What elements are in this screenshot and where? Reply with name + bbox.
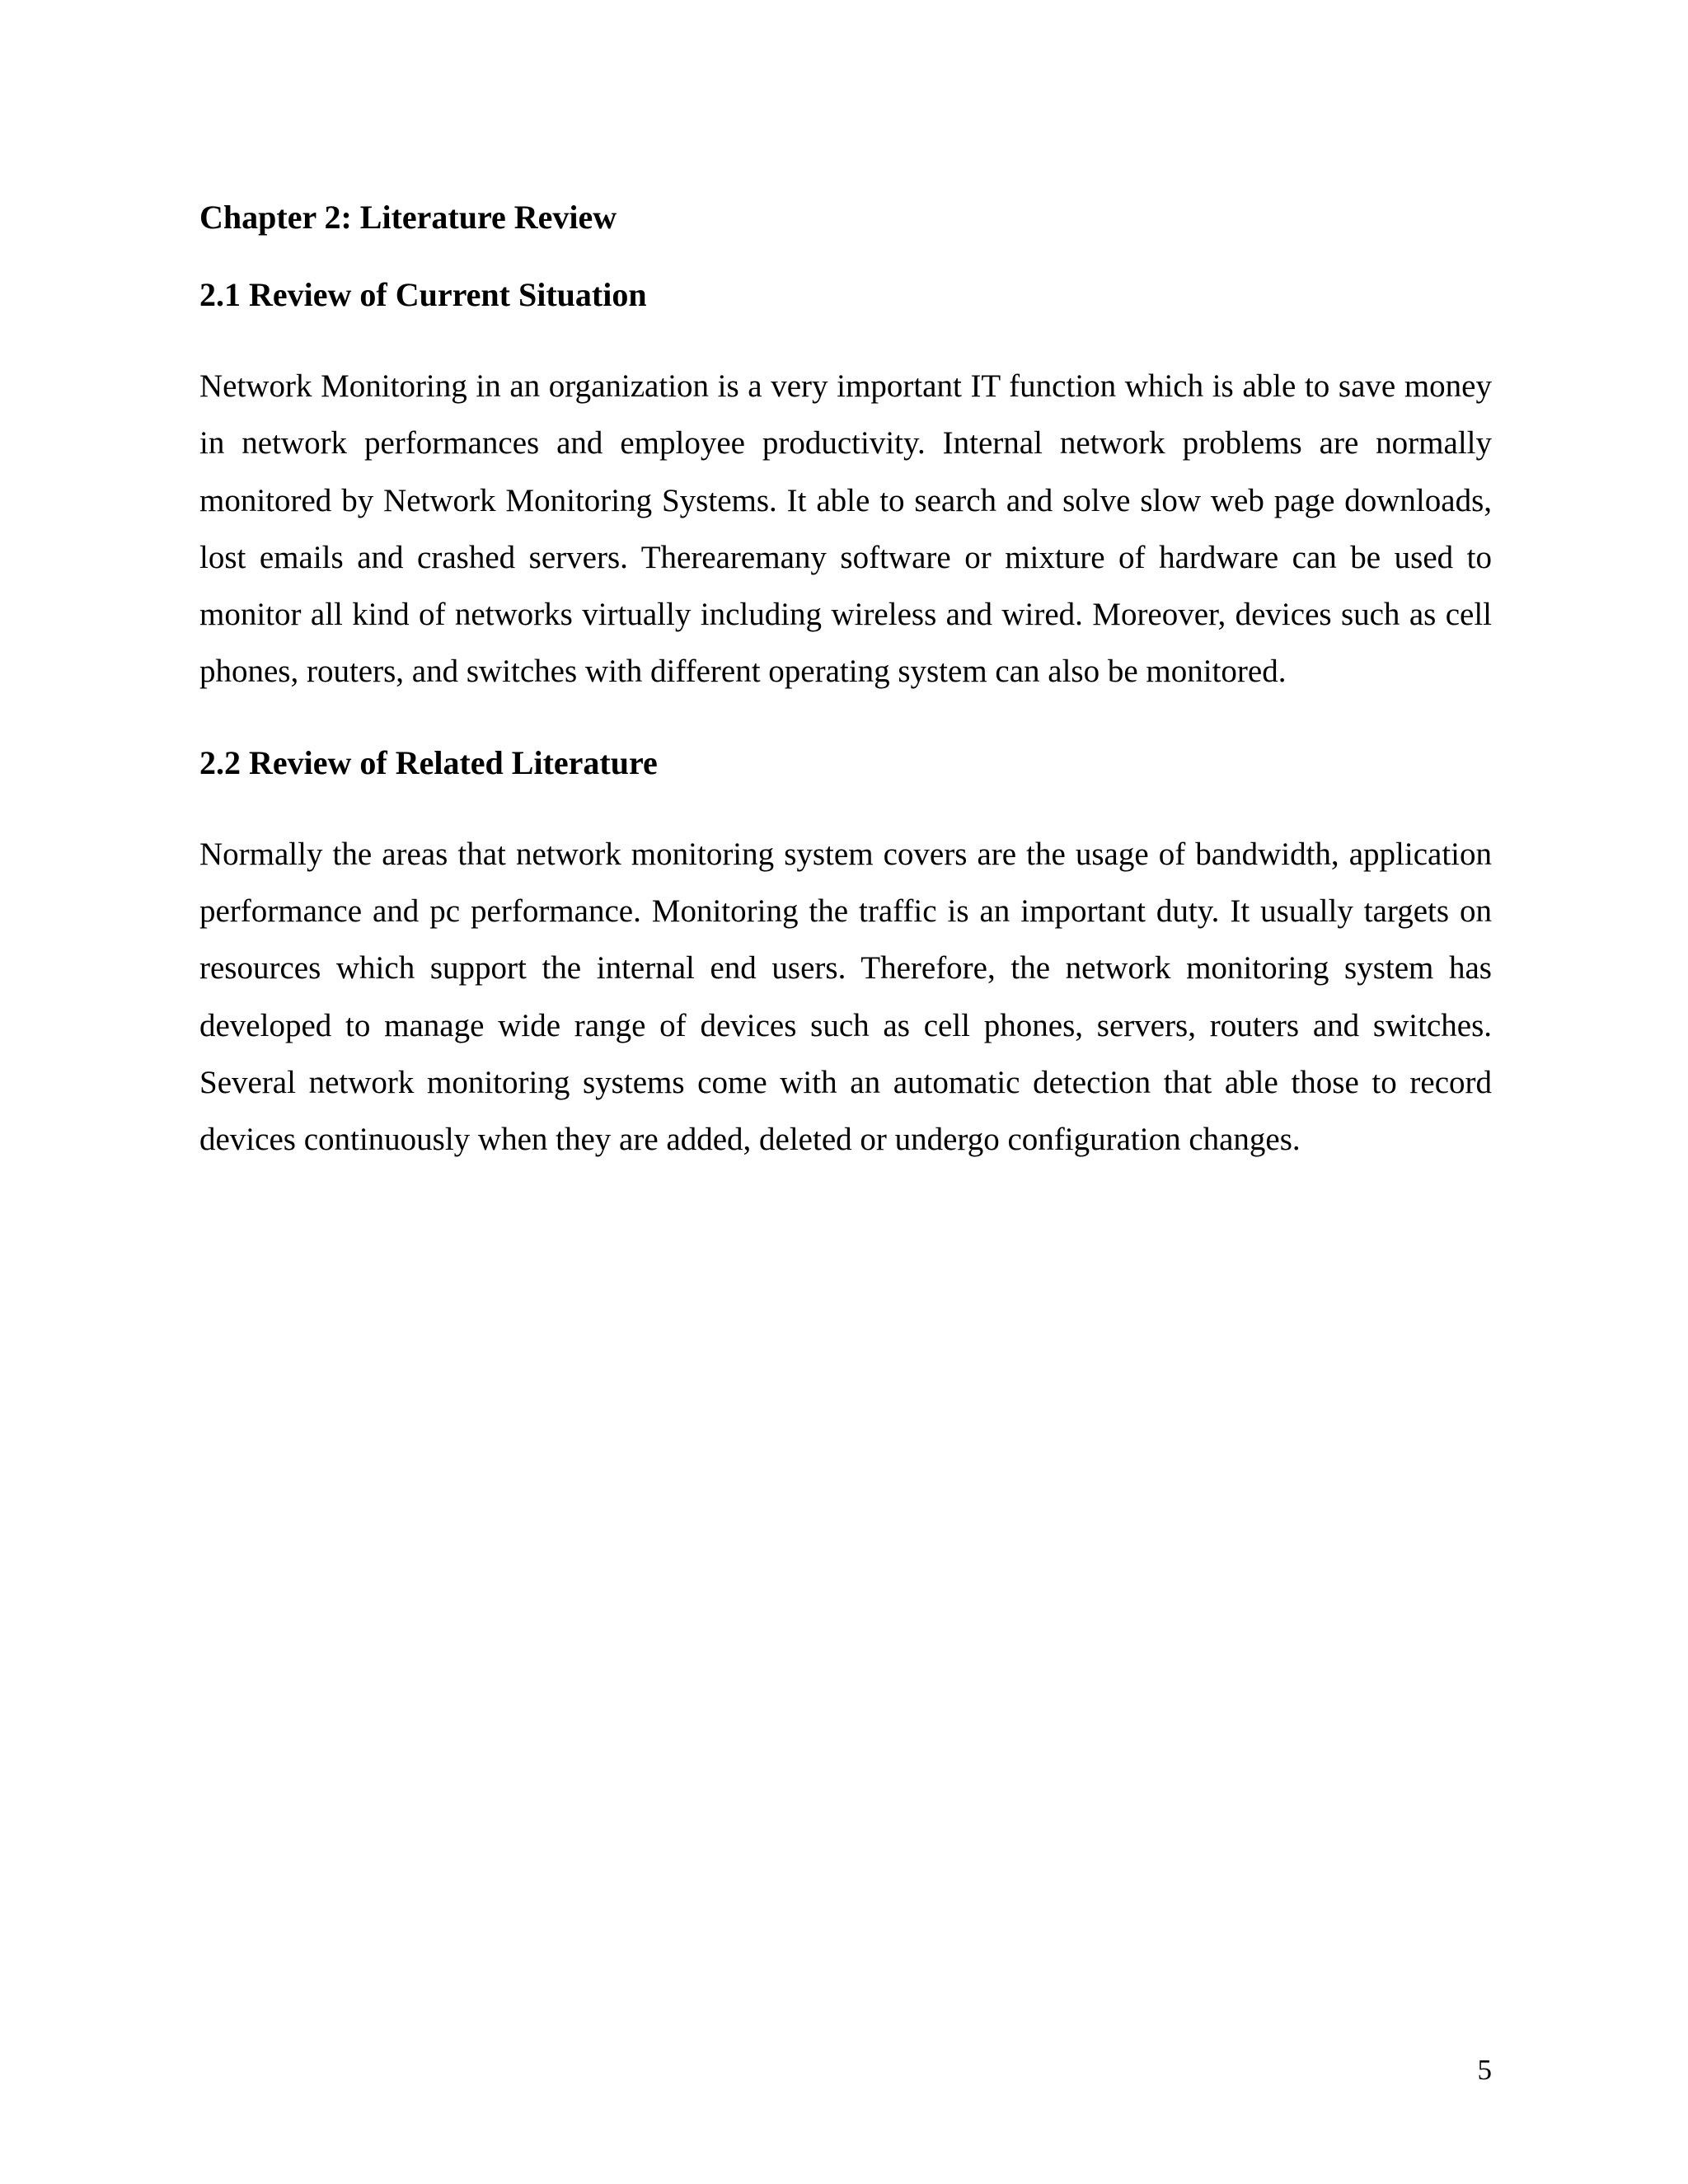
section-title-current-situation: 2.1 Review of Current Situation bbox=[199, 276, 647, 313]
paragraph-related-literature: Normally the areas that network monitoring system covers are the usage of bandwidth, application performance and pc performance. Monitoring the traffic is an important duty. It usually targets on resources which support the internal end users. Therefore, the network monitoring system has developed to manage wide range of devices such as cell phones, servers, routers and switches. Several network monitoring systems come with an automatic detection that able those to record devices continuously when they are added, deleted or undergo configuration changes. bbox=[199, 836, 1492, 1158]
page-content bbox=[199, 196, 1492, 1210]
section-title-related-literature: 2.2 Review of Related Literature bbox=[199, 743, 658, 781]
paragraph-current-situation: Network Monitoring in an organization is a very important IT function which is able to save money in network performances and employee productivity. Internal network problems are normally monitored by Network Monitoring Systems. It able to search and solve slow web page downloads, lost emails and crashed servers. Therearemany software or mixture of hardware can be used to monitor all kind of networks virtually including wireless and wired. Moreover, devices such as cell phones, routers, and switches with different operating system can also be monitored. bbox=[199, 368, 1492, 690]
chapter-title: Chapter 2: Literature Review bbox=[199, 199, 617, 236]
page-number: 5 bbox=[1477, 2054, 1492, 2086]
